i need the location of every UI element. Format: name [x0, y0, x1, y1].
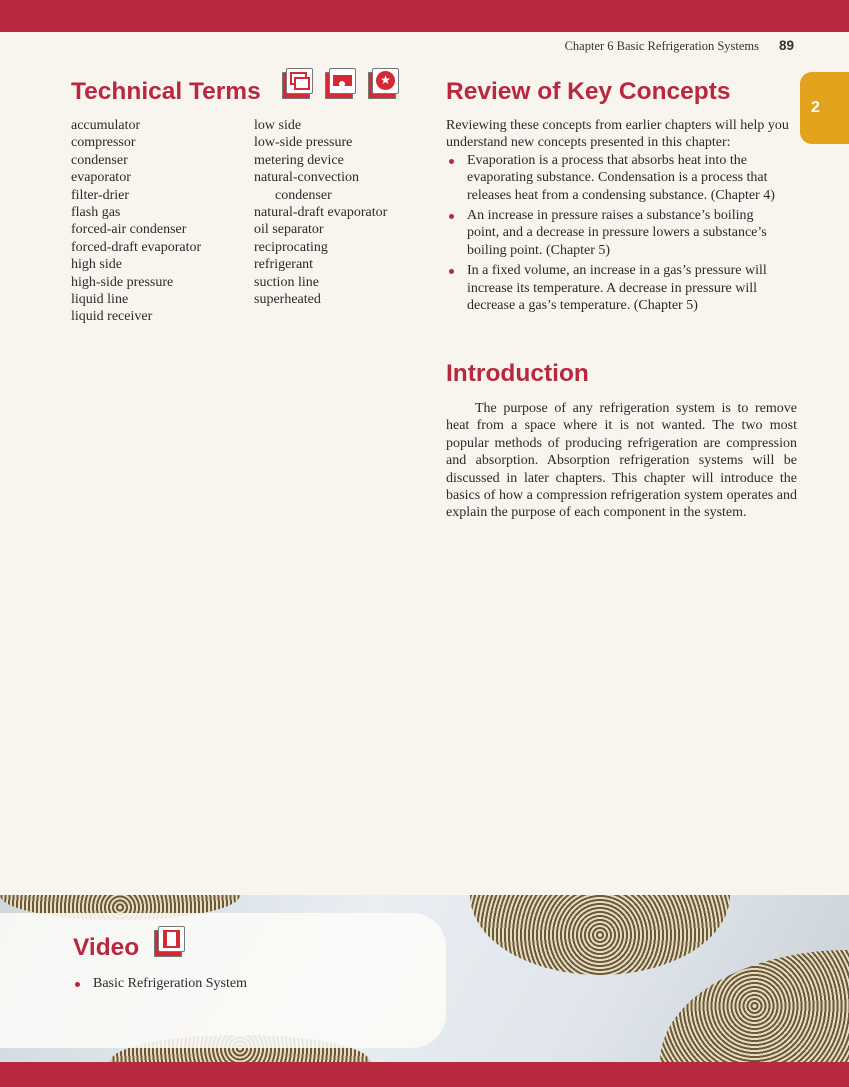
video-list-wrap	[72, 975, 372, 995]
terms-column-1	[71, 117, 201, 326]
term: suction line	[254, 274, 319, 290]
terms-column-2	[254, 117, 387, 308]
term: flash gas	[71, 205, 121, 221]
review-heading: Review of Key Concepts	[446, 78, 731, 105]
fan-grille	[470, 895, 730, 975]
top-bar	[0, 0, 849, 32]
chapter-tab[interactable]	[800, 72, 849, 144]
term: oil separator	[254, 222, 324, 238]
term: filter-drier	[71, 187, 130, 203]
review-intro: Reviewing these concepts from earlier chapters will help you understand new concepts presented in this chapter:	[446, 118, 789, 151]
bottom-bar	[0, 1062, 849, 1087]
flashcards-icon[interactable]	[282, 68, 312, 98]
video-heading: Video	[73, 934, 140, 961]
technical-terms-heading: Technical Terms	[71, 78, 261, 105]
running-title: Chapter 6 Basic Refrigeration Systems	[564, 39, 759, 53]
chapter-tab-label: 2	[811, 99, 820, 116]
introduction-text: The purpose of any refrigeration system is to remove heat from a space where it is not wanted. The two most popular methods of producing refrigeration are compression and absorption. Absorption refrigeration systems will be discussed in later chapters. This chapter will introduce the basics of how a compression refrigeration system operates and explain the purpose of each component in the system.	[446, 401, 797, 521]
term: accumulator	[71, 118, 141, 133]
review-section	[446, 117, 797, 317]
term: refrigerant	[254, 257, 314, 273]
term: liquid receiver	[71, 309, 153, 325]
term: reciprocating	[254, 239, 328, 255]
term: high-side pressure	[71, 274, 174, 290]
review-bullet: Evaporation is a process that absorbs heat into the evaporating substance. Condensation is a process that releases heat from a condensing substance. (Chapter 4)	[446, 152, 797, 204]
page-number: 89	[779, 38, 795, 53]
review-bullet: An increase in pressure raises a substance’s boiling point, and a decrease in pressure lowers a substance’s boiling point. (Chapter 5)	[446, 207, 797, 259]
fan-grille	[660, 950, 849, 1062]
term: superheated	[254, 292, 321, 308]
review-list	[446, 152, 797, 315]
term: forced-draft evaporator	[71, 239, 202, 255]
introduction-heading: Introduction	[446, 360, 589, 387]
term: condenser	[71, 152, 128, 168]
term: low side	[254, 118, 302, 133]
game-puzzle-icon[interactable]	[325, 68, 355, 98]
review-bullet: In a fixed volume, an increase in a gas’s pressure will increase its temperature. A decrease in pressure will decrease a gas’s temperature. (Chapter 5)	[446, 262, 797, 314]
film-icon[interactable]	[154, 926, 184, 956]
term: liquid line	[71, 292, 129, 308]
video-link[interactable]: Basic Refrigeration System	[72, 975, 372, 992]
star-badge-icon[interactable]: ★	[368, 68, 398, 98]
term: natural-draft evaporator	[254, 205, 388, 221]
term: high side	[71, 257, 122, 273]
term: natural-convection	[254, 170, 359, 186]
term: metering device	[254, 152, 344, 168]
term: forced-air condenser	[71, 222, 187, 238]
term: evaporator	[71, 170, 131, 186]
term: compressor	[71, 135, 136, 151]
term: condenser	[275, 187, 332, 203]
video-list	[72, 975, 372, 992]
term: low-side pressure	[254, 135, 353, 151]
